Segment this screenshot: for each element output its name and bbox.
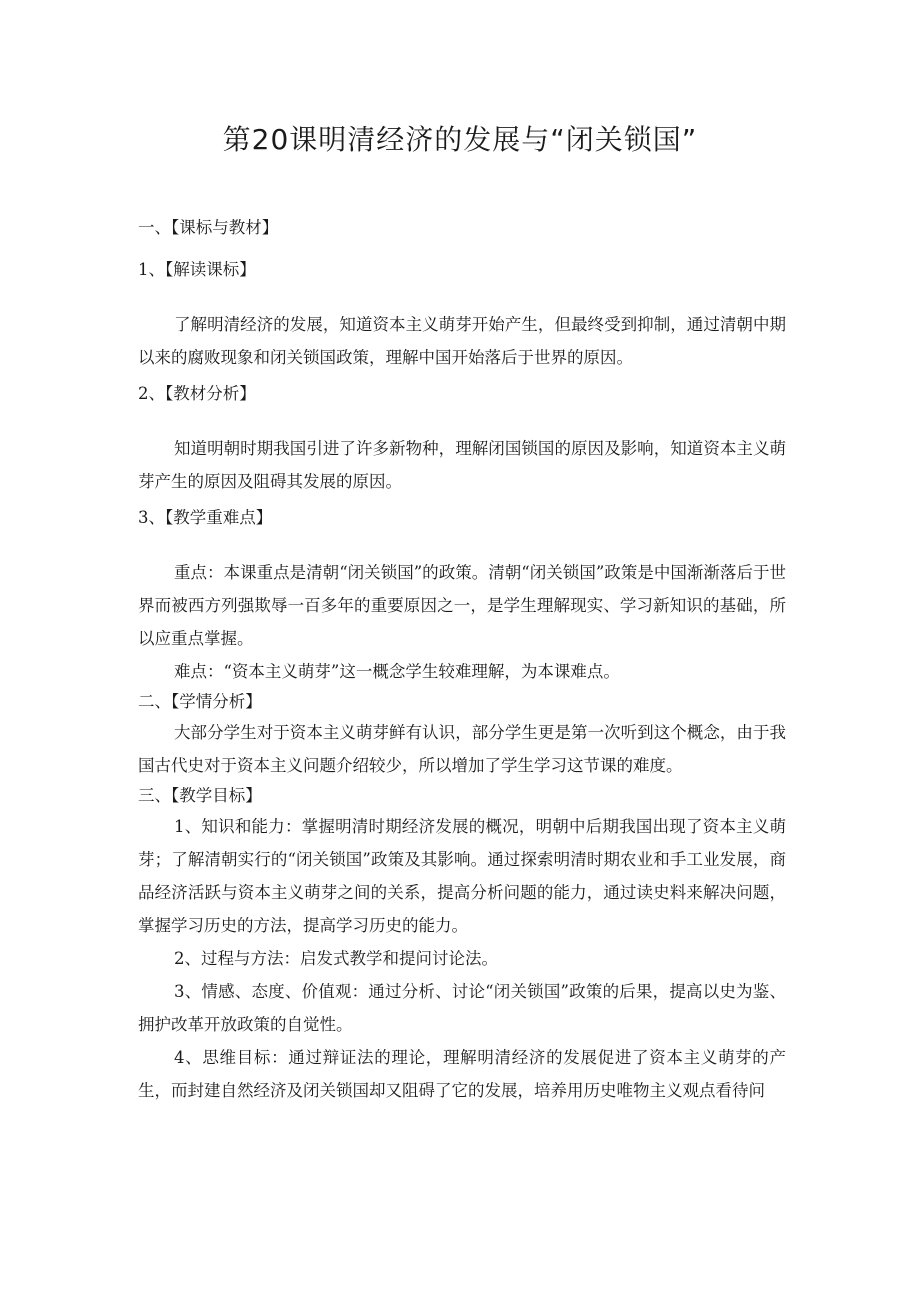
section-heading-student-analysis: 二、【学情分析】 xyxy=(138,692,262,711)
paragraph-difficult-point: 难点：“资本主义萌芽”这一概念学生较难理解，为本课难点。 xyxy=(174,662,620,681)
document-body xyxy=(138,214,786,1107)
paragraph-student-analysis: 大部分学生对于资本主义萌芽鲜有认识，部分学生更是第一次听到这个概念，由于我国古代史对于资本主义问题介绍较少，所以增加了学生学习这节课的难度。 xyxy=(138,723,786,775)
document-title: 第20课明清经济的发展与“闭关锁国” xyxy=(222,123,698,156)
subsection-heading-key-points: 3、【教学重难点】 xyxy=(138,508,273,527)
paragraph-key-point: 重点：本课重点是清朝“闭关锁国”的政策。清朝“闭关锁国”政策是中国渐渐落后于世界而被西方列强欺辱一百多年的重要原因之一，是学生理解现实、学习新知识的基础，所以应重点掌握。 xyxy=(138,563,786,648)
subsection-heading-standards: 1、【解读课标】 xyxy=(138,260,256,279)
paragraph-goal-process: 2、过程与方法：启发式教学和提问讨论法。 xyxy=(174,949,498,968)
paragraph-goal-thinking: 4、思维目标：通过辩证法的理论，理解明清经济的发展促进了资本主义萌芽的产生，而封建自然经济及闭关锁国却又阻碍了它的发展，培养用历史唯物主义观点看待问 xyxy=(138,1048,786,1100)
paragraph-goal-knowledge: 1、知识和能力：掌握明清时期经济发展的概况，明朝中后期我国出现了资本主义萌芽；了解清朝实行的“闭关锁国”政策及其影响。通过探索明清时期农业和手工业发展，商品经济活跃与资本主义萌芽之间的关系，提高分析问题的能力，通过读史料来解决问题，掌握学习历史的方法，提高学习历史的能力。 xyxy=(138,817,786,935)
paragraph-textbook: 知道明朝时期我国引进了许多新物种，理解闭国锁国的原因及影响，知道资本主义萌芽产生的原因及阻碍其发展的原因。 xyxy=(138,439,786,491)
paragraph-goal-values: 3、情感、态度、价值观：通过分析、讨论“闭关锁国”政策的后果，提高以史为鉴、拥护改革开放政策的自觉性。 xyxy=(138,982,786,1034)
paragraph-standards: 了解明清经济的发展，知道资本主义萌芽开始产生，但最终受到抑制，通过清朝中期以来的腐败现象和闭关锁国政策，理解中国开始落后于世界的原因。 xyxy=(138,315,786,367)
subsection-heading-textbook: 2、【教材分析】 xyxy=(138,384,256,403)
section-heading-teaching-goals: 三、【教学目标】 xyxy=(138,786,262,805)
section-heading-curriculum: 一、【课标与教材】 xyxy=(138,218,279,237)
